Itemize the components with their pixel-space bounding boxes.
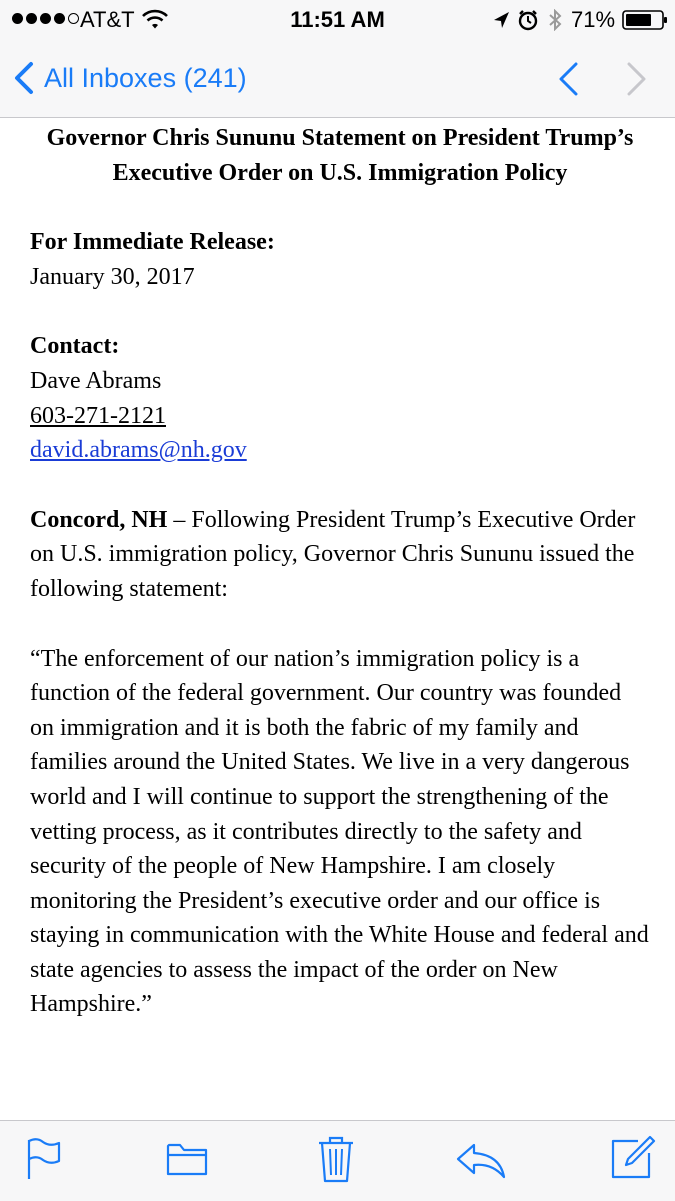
status-bar xyxy=(0,0,675,40)
flag-icon[interactable] xyxy=(26,1137,62,1181)
contact-phone-link[interactable]: 603-271-2121 xyxy=(30,402,166,429)
folder-icon[interactable] xyxy=(166,1141,208,1177)
next-message-button[interactable] xyxy=(624,62,648,96)
contact-label: Contact: xyxy=(30,333,120,360)
email-title: Governor Chris Sununu Statement on President Trump’s Executive Order on U.S. Immigration Policy xyxy=(46,125,634,186)
compose-icon[interactable] xyxy=(610,1135,656,1181)
intro-paragraph xyxy=(30,503,650,607)
chevron-left-icon xyxy=(14,61,34,95)
contact-block xyxy=(30,329,650,467)
bottom-toolbar xyxy=(0,1120,675,1201)
previous-message-button[interactable] xyxy=(557,62,581,96)
release-label: For Immediate Release: xyxy=(30,229,275,256)
carrier-label: AT&T xyxy=(80,7,135,32)
back-button[interactable] xyxy=(14,52,247,104)
email-body xyxy=(30,117,650,1022)
status-icons xyxy=(492,9,568,31)
back-button-label: All Inboxes (241) xyxy=(44,62,247,93)
statement-quote: “The enforcement of our nation’s immigration policy is a function of the federal government. Our country was founded on immigration and it is both the fabric of my family and families around the United States. We live in a very dangerous world and I will continue to support the strengthening of the vetting process, as it contributes directly to the safety and security of the people of New Hampshire. I am closely monitoring the President’s executive order and our office is staying in communication with the White House and federal and state agencies to assess the impact of the order on New Hampshire.” xyxy=(30,645,649,1018)
contact-name: Dave Abrams xyxy=(30,367,162,394)
bluetooth-icon xyxy=(550,11,560,29)
release-date: January 30, 2017 xyxy=(30,263,195,290)
dateline: Concord, NH xyxy=(30,506,168,533)
release-block xyxy=(30,225,650,294)
navigation-bar xyxy=(0,52,675,104)
intro-text: – Following President Trump’s Executive Order on U.S. immigration policy, Governor Chris Sununu issued the following statement: xyxy=(30,506,636,602)
battery-icon xyxy=(622,10,668,30)
top-chrome xyxy=(0,0,675,118)
location-arrow-icon xyxy=(494,12,509,28)
status-time: 11:51 AM xyxy=(290,7,385,32)
trash-icon[interactable] xyxy=(318,1135,354,1183)
contact-email-link[interactable]: david.abrams@nh.gov xyxy=(30,437,247,464)
alarm-icon xyxy=(520,11,536,29)
reply-icon[interactable] xyxy=(456,1143,506,1179)
battery-percent: 71% xyxy=(571,7,616,32)
